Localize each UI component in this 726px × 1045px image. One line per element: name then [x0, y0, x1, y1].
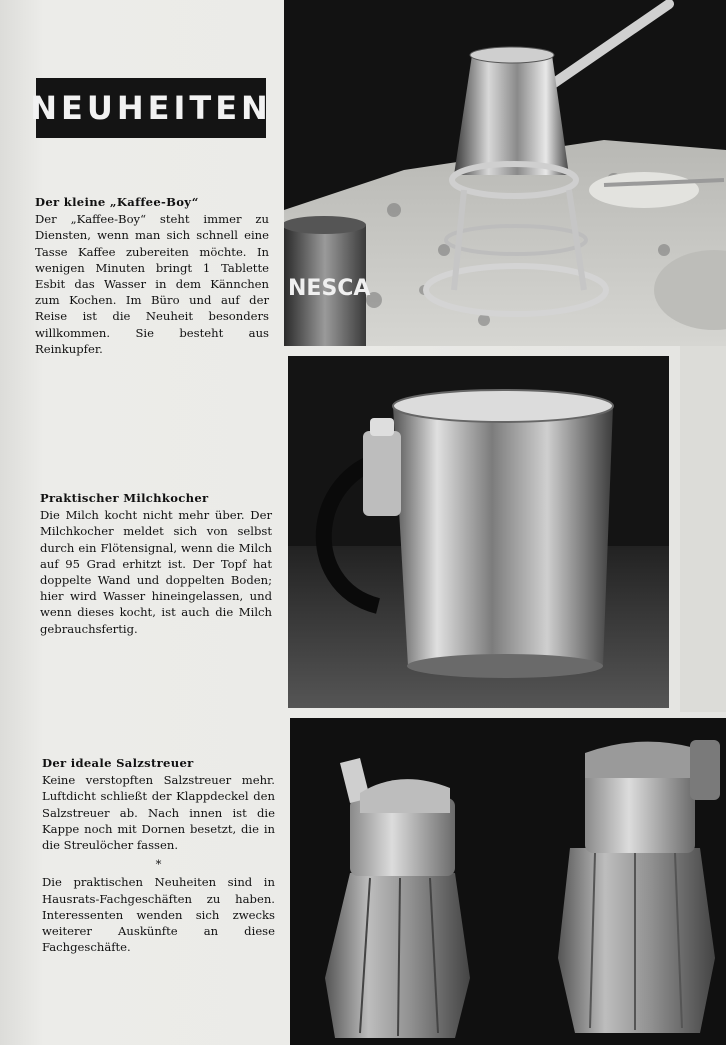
can-label: NESCA: [288, 276, 371, 301]
article-body: Die Milch kocht nicht mehr über. Der Milchkocher meldet sich von selbst durch ein Flötensignal, wenn die Milch auf 95 Grad erhitzt ist. Der Topf hat doppelte Wand und doppelten Boden; hier wird Wasser hineingelassen, und wenn dieses kocht, ist auch die Milch gebrauchsfertig.: [40, 508, 272, 636]
article-salzstreuer: [42, 755, 275, 955]
article-footer: Die praktischen Neuheiten sind in Hausrats-Fachgeschäften zu haben. Interessenten wenden sich zwecks weiterer Auskünfte an diese Fachgeschäfte.: [42, 875, 275, 955]
article-body: Der „Kaffee-Boy“ steht immer zu Diensten, wenn man sich schnell eine Tasse Kaffee zubereiten möchte. In wenigen Minuten bringt 1 Tablette Esbit das Wasser in dem Kännchen zum Kochen. Im Büro und auf der Reise ist die Neuheit besonders willkommen. Sie besteht aus Reinkupfer.: [35, 212, 269, 356]
section-header: [30, 78, 272, 138]
article-heading: Der kleine „Kaffee-Boy“: [35, 195, 199, 209]
photo-kaffee-boy: [284, 0, 726, 346]
separator-asterisk: *: [155, 857, 162, 872]
article-heading: Der ideale Salzstreuer: [42, 756, 194, 770]
article-heading: Praktischer Milchkocher: [40, 491, 209, 505]
photo-milchkocher: [288, 356, 669, 708]
article-kaffee-boy: [35, 194, 269, 357]
photo-edge-fragment: [680, 346, 726, 712]
article-milchkocher: [40, 490, 272, 637]
article-body: Keine verstopften Salzstreuer mehr. Luftdicht schließt der Klappdeckel den Salzstreuer ab. Nach innen ist die Kappe noch mit Dornen besetzt, die in die Streulöcher fassen.: [42, 773, 275, 853]
section-title: NEUHEITEN: [30, 89, 272, 127]
photo-salzstreuer: [290, 718, 726, 1045]
